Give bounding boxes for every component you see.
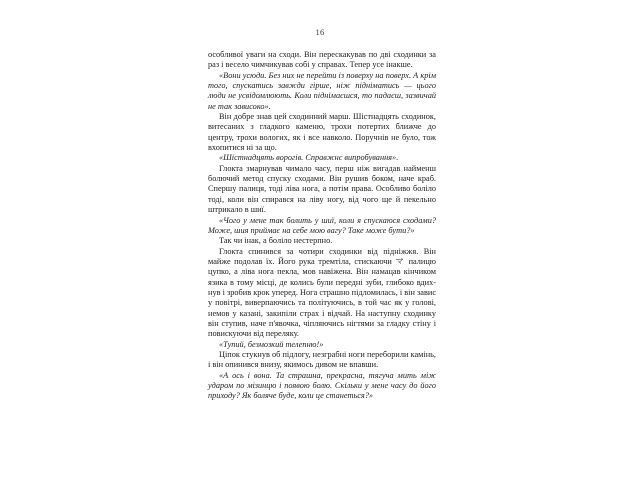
page-number: 16	[315, 27, 325, 37]
body-text-block	[208, 50, 436, 402]
paragraph: Глокта спинився за чотири сходинки від підніжжя. Він майже подолав їх. Його рука тремтіла, стискаючи マ палицю цупко, а ліва нога пекла, мов навіжена. Він намацав кінчиком язика в тому місці, де колись були передні зуби, глибоко вдихнув і зробив крок уперед. Нога страшно підломилась, і він завис у повітрі, виверпаючись та політуючись, в той час як у голові, немов у казані, закипіли страх і відчай. На наступну сходинку він ступив, наче п'явочка, чіпляючись нігтями за гладку стіну і повискуючи від переляку.	[208, 246, 436, 339]
paragraph: Так чи інак, а боліло нестерпно.	[219, 236, 333, 246]
paragraph-inner-monologue: «Тупий, безмозкий телепню!»	[219, 339, 324, 349]
paragraph: особливої уваги на сходи. Він перескакував по дві сходинки за раз і весело чимчикував собі у справах. Тепер усе інакше.	[208, 50, 436, 70]
paragraph: Глокта змарнував чимало часу, перш ніж вигадав найменш болючий метод спуску сходами. Він рушив боком, наче краб. Спершу палиця, тоді ліва нога, а потім права. Особливо боліло тоді, коли він спирався на ліву ногу, від чого ще й пекельно штрикало в шиї.	[208, 163, 436, 215]
paragraph-inner-monologue: «Вони усюди. Без них не перейти із поверху на поверх. А крім того, спускатись завжди гірше, ніж підніматись — цього люди не усвідомлюють. Коли піднімаєшся, то падаєш, зазвичай не так зависоко».	[208, 70, 436, 111]
paragraph: Він добре знав цей сходинний марш. Шістнадцять сходинок, витесаних з гладкого каменю, трохи потертих ближче до центру, трохи вологих, як і все навколо. Поручнів не було, тож вхопитися ні за що.	[208, 112, 436, 153]
paragraph-inner-monologue: «Чого у мене так болить у шиї, коли я спускаюся сходами? Може, шия приймає на себе мою вагу? Таке може бути?»	[208, 215, 436, 235]
paragraph-inner-monologue: «Шістнадцять ворогів. Справжнє випробування».	[219, 153, 399, 163]
paragraph-inner-monologue: «А ось і вона. Та страшна, прекрасна, тягуча мить між ударом по мізинцю і появою болю. Скільки у мене часу до його приходу? Як боляче буде, коли це станеться?»	[208, 370, 436, 401]
paragraph: Ціпок стукнув об підлогу, незграбні ноги переборили камінь, і він опинився внизу, якимось дивом не впавши.	[208, 349, 436, 370]
